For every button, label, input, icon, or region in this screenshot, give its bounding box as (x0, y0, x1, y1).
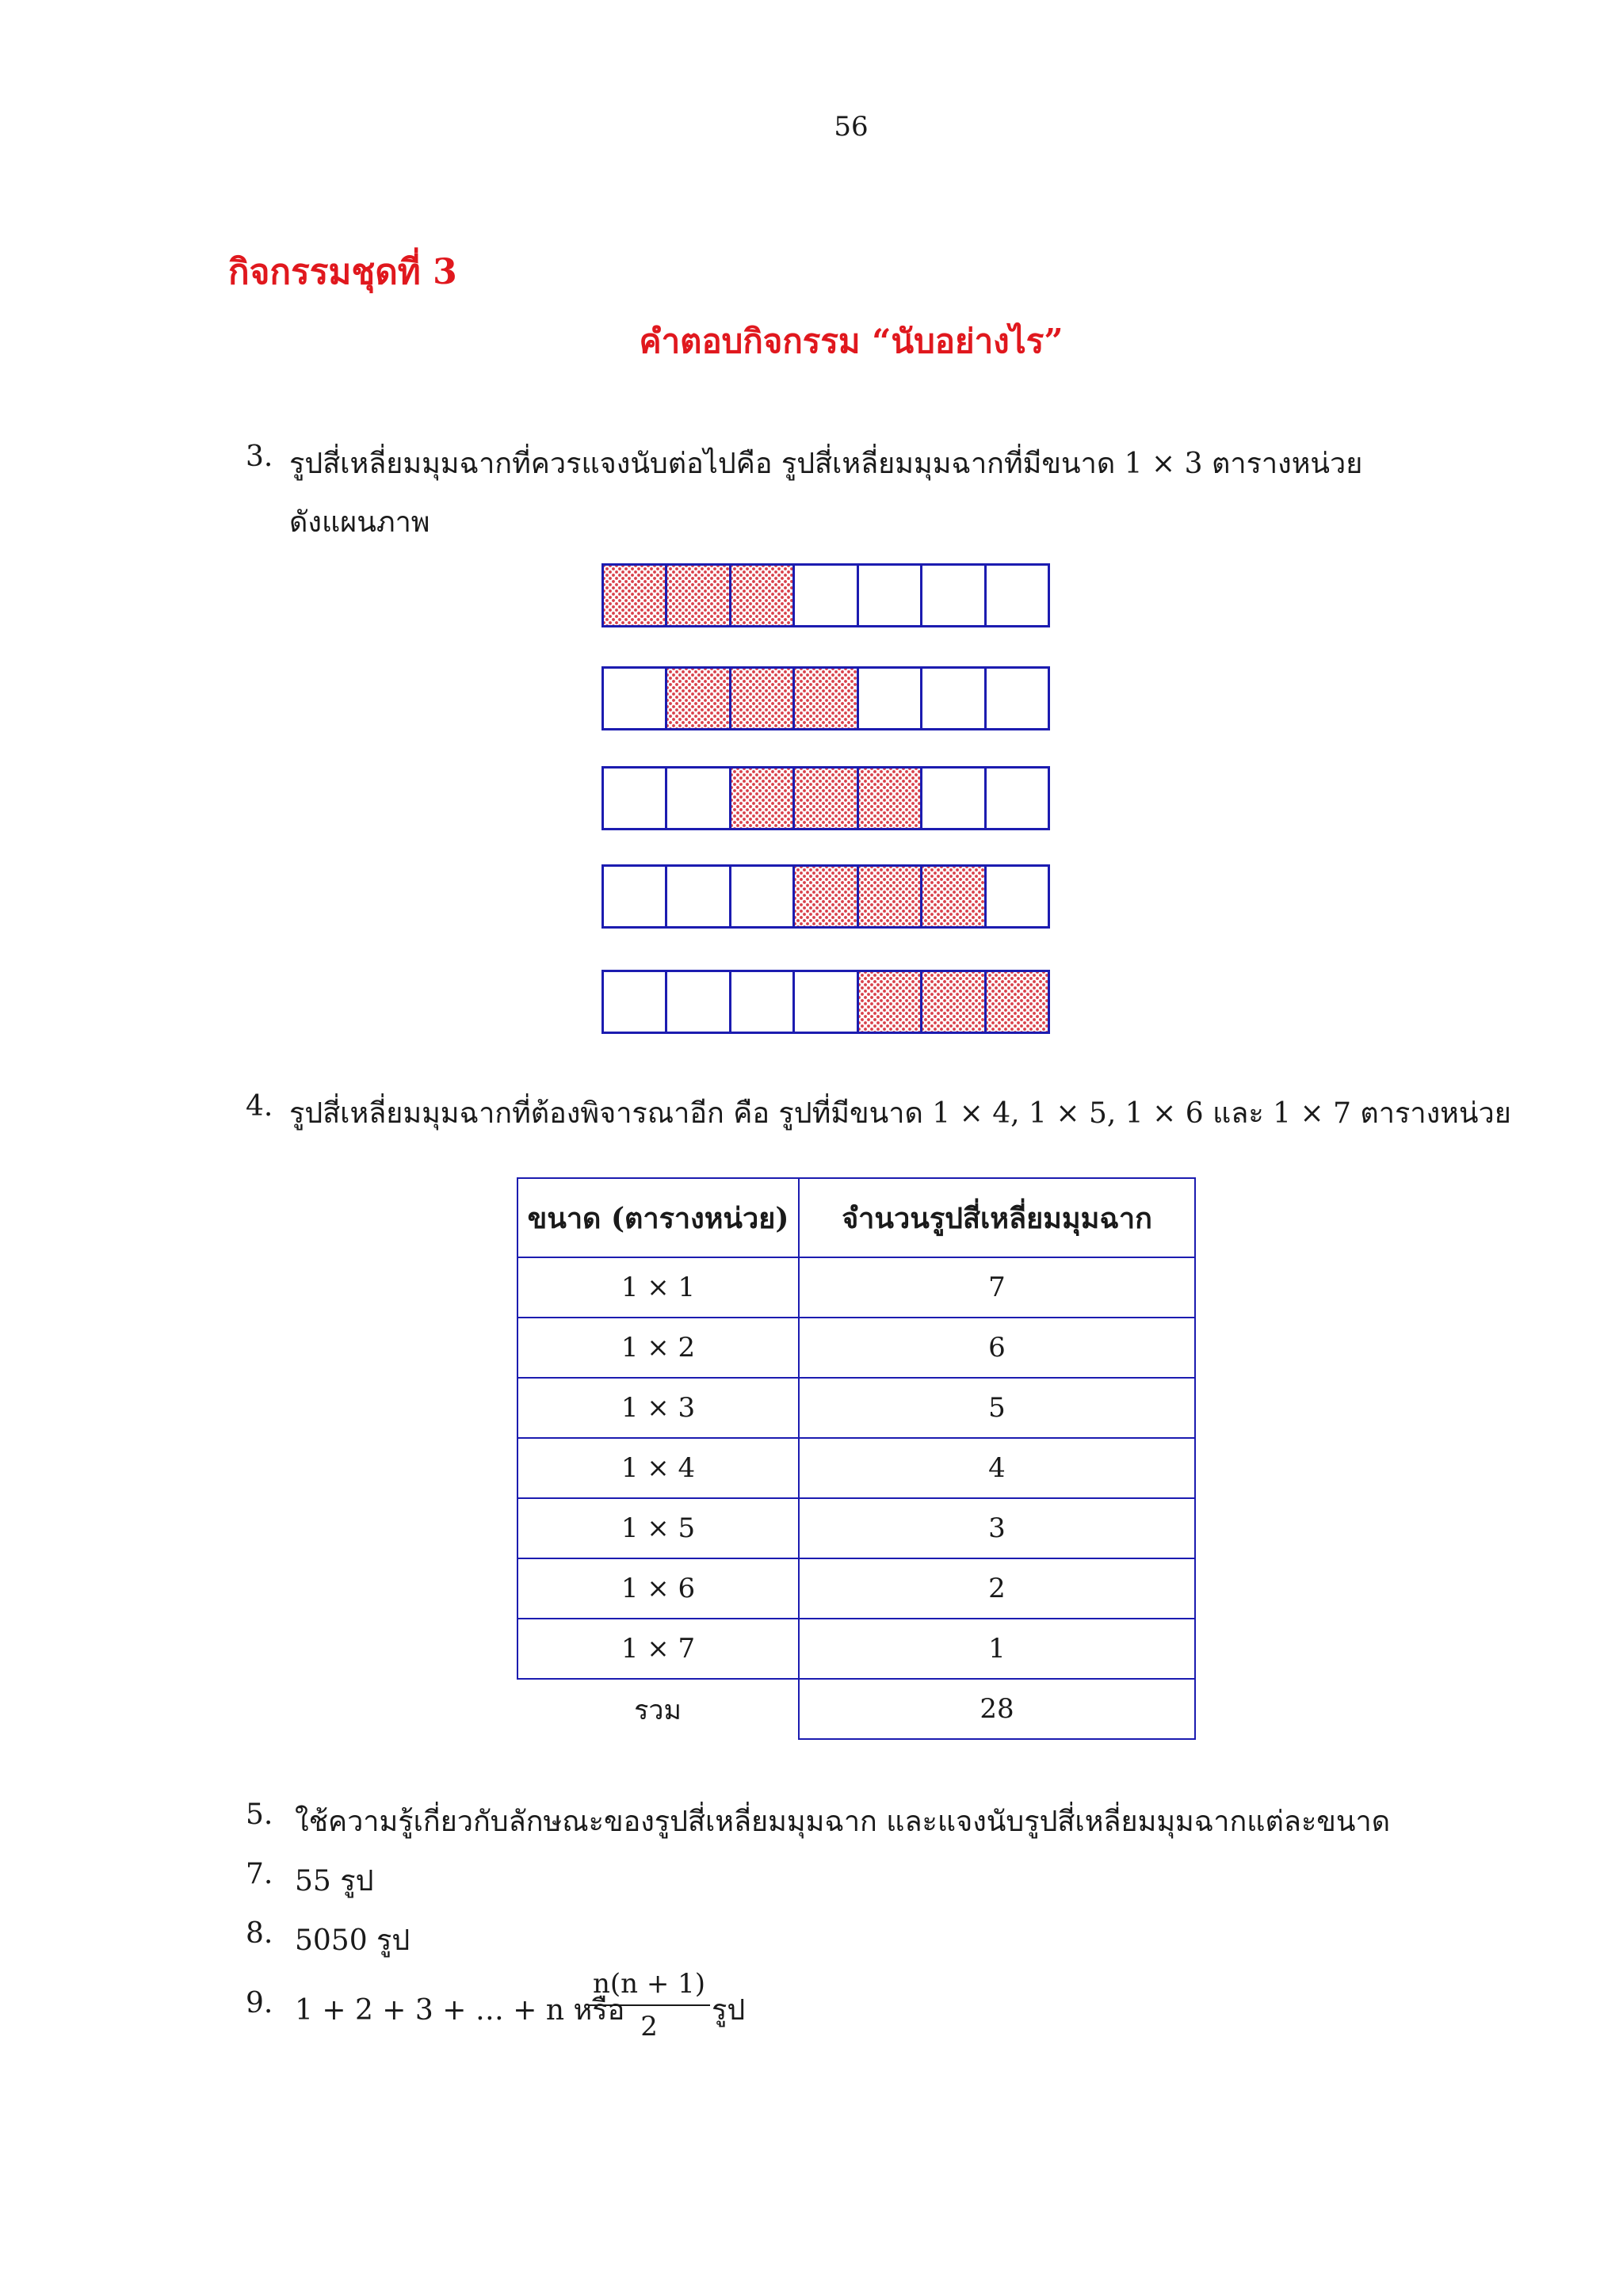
total-value: 28 (799, 1679, 1195, 1739)
table-row (517, 1498, 1195, 1558)
empty-cell (987, 769, 1048, 828)
count-cell: 1 (799, 1619, 1195, 1679)
shaded-cell (731, 566, 795, 625)
shaded-cell (731, 669, 795, 728)
empty-cell (987, 867, 1048, 926)
size-cell: 1 × 2 (517, 1318, 799, 1378)
shaded-cell (795, 867, 858, 926)
size-cell: 1 × 6 (517, 1558, 799, 1619)
header-size: ขนาด (ตารางหน่วย) (517, 1178, 799, 1257)
empty-cell (859, 566, 922, 625)
count-cell: 6 (799, 1318, 1195, 1378)
item-3 (246, 441, 273, 473)
count-table (517, 1177, 1196, 1740)
item-5-text: ใช้ความรู้เกี่ยวกับลักษณะของรูปสี่เหลี่ยมมุมฉาก และแจงนับรูปสี่เหลี่ยมมุมฉากแต่ละขนาด (295, 1806, 1391, 1838)
empty-cell (922, 669, 986, 728)
shaded-cell (667, 566, 731, 625)
empty-cell (859, 669, 922, 728)
item-9-unit: รูป (712, 1994, 746, 2027)
size-cell: 1 × 5 (517, 1498, 799, 1558)
shaded-cell (922, 972, 986, 1032)
size-cell: 1 × 1 (517, 1257, 799, 1318)
item-9-expression: 1 + 2 + 3 + … + n หรือ (295, 1994, 625, 2027)
empty-cell (922, 769, 986, 828)
strip-2 (601, 666, 1050, 730)
total-label: รวม (517, 1679, 799, 1739)
answer-title: คำตอบกิจกรรม “นับอย่างไร” (639, 322, 1064, 360)
table-total-row (517, 1679, 1195, 1739)
empty-cell (731, 867, 795, 926)
fraction-numerator: n(n + 1) (588, 1968, 710, 2006)
count-cell: 4 (799, 1438, 1195, 1498)
count-cell: 7 (799, 1257, 1195, 1318)
empty-cell (604, 669, 667, 728)
page-number: 56 (834, 111, 869, 143)
shaded-cell (922, 867, 986, 926)
strip-5 (601, 970, 1050, 1034)
size-cell: 1 × 3 (517, 1378, 799, 1438)
strip-3 (601, 766, 1050, 830)
shaded-cell (795, 669, 858, 728)
empty-cell (795, 972, 858, 1032)
item-5-number: 5. (246, 1798, 273, 1831)
shaded-cell (667, 669, 731, 728)
shaded-cell (987, 972, 1048, 1032)
shaded-cell (795, 769, 858, 828)
count-cell: 5 (799, 1378, 1195, 1438)
table-header-row (517, 1178, 1195, 1257)
empty-cell (922, 566, 986, 625)
table-row (517, 1558, 1195, 1619)
shaded-cell (604, 566, 667, 625)
count-cell: 3 (799, 1498, 1195, 1558)
strip-1 (601, 563, 1050, 627)
item-3-number: 3. (246, 441, 273, 473)
size-cell: 1 × 4 (517, 1438, 799, 1498)
shaded-cell (859, 769, 922, 828)
item-9-fraction (588, 1968, 710, 2042)
item-7-number: 7. (246, 1858, 273, 1890)
table-row (517, 1318, 1195, 1378)
empty-cell (604, 867, 667, 926)
shaded-cell (859, 867, 922, 926)
empty-cell (667, 769, 731, 828)
item-4-number: 4. (246, 1090, 273, 1123)
item-8-number: 8. (246, 1917, 273, 1950)
empty-cell (604, 769, 667, 828)
activity-heading: กิจกรรมชุดที่ 3 (228, 252, 457, 292)
count-cell: 2 (799, 1558, 1195, 1619)
shaded-cell (859, 972, 922, 1032)
item-4-text: รูปสี่เหลี่ยมมุมฉากที่ต้องพิจารณาอีก คือ รูปที่มีขนาด 1 × 4, 1 × 5, 1 × 6 และ 1 × 7 ตารางหน่วย (289, 1097, 1511, 1130)
fraction-denominator: 2 (640, 2011, 658, 2042)
header-count: จำนวนรูปสี่เหลี่ยมมุมฉาก (799, 1178, 1195, 1257)
empty-cell (987, 669, 1048, 728)
size-cell: 1 × 7 (517, 1619, 799, 1679)
table-row (517, 1619, 1195, 1679)
item-9-number: 9. (246, 1987, 273, 2019)
table-row (517, 1438, 1195, 1498)
empty-cell (667, 867, 731, 926)
item-8-text: 5050 รูป (295, 1924, 411, 1957)
empty-cell (987, 566, 1048, 625)
item-3-line-1: รูปสี่เหลี่ยมมุมฉากที่ควรแจงนับต่อไปคือ รูปสี่เหลี่ยมมุมฉากที่มีขนาด 1 × 3 ตารางหน่วย (289, 448, 1363, 480)
empty-cell (795, 566, 858, 625)
empty-cell (604, 972, 667, 1032)
item-3-line-2: ดังแผนภาพ (289, 506, 430, 539)
empty-cell (667, 972, 731, 1032)
shaded-cell (731, 769, 795, 828)
strip-4 (601, 864, 1050, 929)
table-row (517, 1378, 1195, 1438)
table-row (517, 1257, 1195, 1318)
item-7-text: 55 รูป (295, 1865, 374, 1897)
empty-cell (731, 972, 795, 1032)
